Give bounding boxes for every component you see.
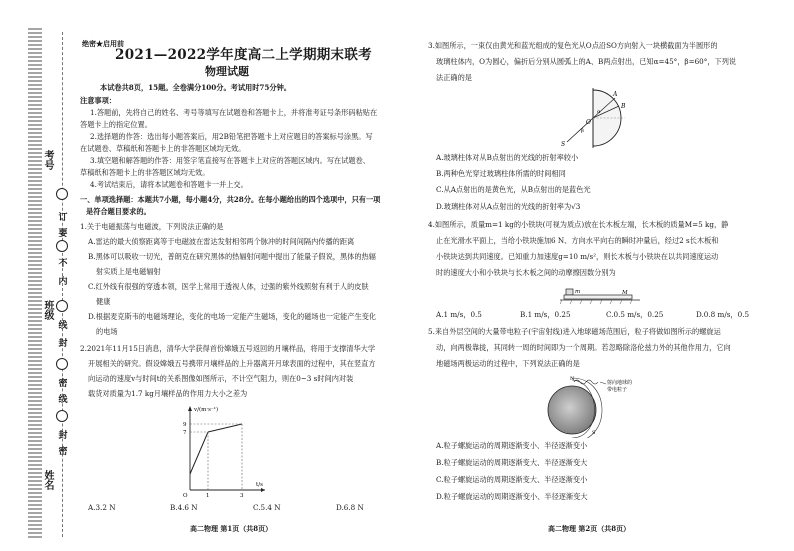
section-heading: 一、单项选择题：本题共7小题，每小题4分，共28分。在每小题给出的四个选项中，只有一项	[80, 195, 381, 204]
label-m: m	[575, 289, 581, 295]
label-alpha: α	[597, 109, 601, 115]
q2-line: 向运动的速度v与时间t的关系图像如图所示，不计空气阻力，则在0~3 s时间内对装	[88, 374, 354, 383]
warning-char: 封	[58, 339, 68, 349]
q3-line: 玻璃柱体内，O为圆心，偏折后分别从圆弧上的A、B两点射出，已知α=45°，β=60°，下列说	[436, 57, 737, 66]
q5-line: 动，向两极靠拢，其同转一周的时间即为一个周期。若忽略除洛伦兹力外的其他作用力，它向	[436, 343, 731, 352]
q2-line: 载货对质量为1.7 kg月壤样品的作用力大小之差为	[88, 389, 248, 398]
q1-line: C.红外线有很强的穿透本领，医学上常用于透视人体，过强的紫外线照射有利于人的皮肤	[88, 282, 369, 291]
warning-char: 线	[58, 321, 68, 331]
note-line: 2.选择题的作答：选出每小题答案后，用2B铅笔把答题卡上对应题目的答案标号涂黑。写	[90, 132, 373, 141]
q4-line: 4.如图所示，质量m=1 kg的小铁块(可视为质点)放在长木板左端，长木板的质量M=5 kg，静	[428, 220, 729, 229]
q4-option-b: B.1 m/s，0.25	[520, 310, 571, 319]
ground-hatch	[570, 300, 572, 304]
q3-option-b: B.两种色光穿过玻璃柱体所需的时间相同	[436, 169, 566, 178]
binding-circle	[56, 188, 68, 200]
ground-hatch	[580, 300, 582, 304]
ground-hatch	[590, 300, 592, 304]
vt-segment-1	[190, 432, 208, 474]
label-s: S	[561, 141, 566, 148]
q3-line: 法正确的是	[436, 73, 472, 82]
q2-line: 开展相关的研究。假设嫦娥五号携带月壤样品的上升器离开月球表面的过程中，其在竖直方	[88, 359, 376, 368]
warning-char: 密	[58, 447, 68, 457]
q5-option-c: C.粒子螺旋运动的周期逐渐变大、半径逐渐变小	[436, 475, 588, 484]
warning-char: 要	[58, 229, 68, 239]
binding-margin	[0, 0, 66, 551]
warning-char: 订	[58, 213, 68, 223]
notes-title: 注意事项：	[80, 96, 116, 105]
q1-stem: 1.关于电磁振荡与电磁波，下列说法正确的是	[80, 222, 224, 231]
q3-option-d: D.玻璃柱体对从A点射出的光线的折射率为√3	[436, 202, 581, 211]
q2-vt-graph	[170, 402, 270, 498]
note-line: 1.答题前，先将自己的姓名、考号等填写在试题卷和答题卡上，并将准考证号条形码粘贴在	[90, 108, 378, 117]
q4-option-d: D.0.8 m/s，0.5	[696, 310, 750, 319]
annot-pointer	[600, 382, 606, 384]
q1-line: A.雷达的最大侦察距离等于电磁波在雷达发射相邻两个脉冲的时间间隔内传播的距离	[88, 237, 355, 246]
xtick-label: 3	[240, 493, 244, 498]
xtick-label: 1	[206, 493, 210, 498]
q3-option-c: C.从A点射出的是黄色光，从B点射出的是蓝色光	[436, 185, 591, 194]
origin-label: O	[183, 493, 188, 498]
label-o: O	[586, 119, 591, 126]
q2-line: 2.2021年11月15日消息，清华大学获得首份嫦娥五号返回的月壤样品，将用于支撑清华大学	[80, 344, 376, 353]
graph-xlabel: t/s	[256, 482, 263, 488]
exam-subtitle: 物理试题	[205, 65, 249, 78]
graph-ylabel: v/(m·s⁻¹)	[194, 407, 219, 413]
label-xingming: 姓名	[42, 470, 53, 490]
q1-line: 健康	[96, 297, 111, 306]
binding-circle	[56, 410, 68, 422]
earth	[548, 386, 596, 434]
label-b: B	[621, 103, 626, 110]
q2-option-d: D.6.8 N	[336, 503, 364, 512]
label-a: A	[613, 91, 618, 98]
binding-circle	[56, 300, 68, 312]
q2-option-c: C.5.4 N	[253, 503, 281, 512]
q3-glass-figure	[555, 86, 635, 150]
warning-char: 内	[58, 277, 68, 287]
note-line: 3.填空题和解答题的作答：用签字笔直接写在答题卡上对应的答题区域内。写在试题卷、	[90, 156, 370, 165]
secret-mark: 绝密★启用前	[82, 39, 124, 48]
q4-option-a: A.1 m/s，0.5	[436, 310, 482, 319]
q3-option-a: A.玻璃柱体对从B点射出的光线的折射率较小	[436, 153, 579, 162]
spiral-path	[574, 380, 598, 384]
q4-line: 止在光滑水平面上，当给小铁块施加6 N、方向水平向右的瞬时冲量后，经过2 s长木板和	[436, 236, 719, 245]
q1-line: 的电场	[96, 327, 118, 336]
q3-line: 3.如图所示，一束仅由黄光和蓝光组成的复色光从O点沿SO方向射入一块横截面为半圆形的	[428, 41, 718, 50]
warning-char: 不	[58, 259, 68, 269]
section-heading-cont: 是符合题目要求的。	[86, 207, 151, 216]
x-arrow-icon	[261, 488, 265, 492]
small-iron-block	[566, 289, 573, 295]
q5-earth-figure	[540, 372, 650, 438]
q5-option-a: A.粒子螺旋运动的周期逐渐变小、半径逐渐变小	[436, 441, 588, 450]
binding-circle	[56, 240, 68, 252]
q1-line: 射实质上是电磁辐射	[96, 267, 161, 276]
note-line: 4.考试结束后，请将本试题卷和答题卡一并上交。	[90, 180, 248, 189]
vt-segment-2	[208, 424, 242, 432]
q5-option-b: B.粒子螺旋运动的周期逐渐变大、半径逐渐变大	[436, 458, 588, 467]
q4-line: 小铁块达到共同速度。已知重力加速度g=10 m/s²，则长木板与小铁块在以共同速度运动	[436, 252, 719, 261]
note-line: 答题卡上的指定位置。	[80, 120, 152, 129]
q4-board-figure	[560, 285, 640, 305]
label-M: M	[622, 290, 628, 296]
q5-line: 5.来自外层空间的大量带电粒子(宇宙射线)进入地球磁场范围后，粒子将做如图所示的螺旋运	[428, 327, 721, 336]
ytick-label: 9	[183, 422, 187, 428]
ground-hatch	[620, 300, 622, 304]
warning-char: 密	[58, 379, 68, 389]
label-beta: β	[581, 128, 584, 134]
y-arrow-icon	[188, 406, 192, 411]
note-line: 在试题卷、草稿纸和答题卡上的非答题区域均无效。	[80, 144, 246, 153]
ground-hatch	[610, 300, 612, 304]
q4-option-c: C.0.5 m/s，0.25	[606, 310, 664, 319]
footer-left: 高二物理 第1页（共8页）	[190, 524, 273, 533]
label-n: N	[570, 376, 575, 382]
note-line: 草稿纸和答题卡上的非答题区域均无效。	[80, 168, 210, 177]
ground-hatch	[560, 300, 562, 304]
warning-char: 线	[58, 395, 68, 405]
footer-right: 高二物理 第2页（共8页）	[548, 524, 631, 533]
q1-line: D.根据麦克斯韦的电磁场理论，变化的电场一定能产生磁场，变化的磁场也一定能产生变化	[88, 312, 377, 321]
annot-line2: 带电粒子	[607, 387, 628, 393]
q2-option-b: B.4.6 N	[170, 503, 198, 512]
q2-option-a: A.3.2 N	[88, 503, 116, 512]
binding-stripe	[28, 28, 42, 538]
q5-line: 地磁场两极运动的过程中，下列说法正确的是	[436, 359, 580, 368]
binding-circle	[56, 358, 68, 370]
q4-line: 时的速度大小和小铁块与长木板之间的动摩擦因数分别为	[436, 268, 616, 277]
ground-hatch	[630, 300, 632, 304]
exam-info: 本试卷共8页，15题。全卷满分100分。考试用时75分钟。	[100, 83, 291, 92]
q1-line: B.黑体可以吸收一切光，普朗克在研究黑体的热辐射问题中提出了能量子假说，黑体的热辐	[88, 252, 376, 261]
label-s: S	[592, 430, 596, 436]
ground-hatch	[600, 300, 602, 304]
q5-option-d: D.粒子螺旋运动的周期逐渐变小、半径逐渐变大	[436, 492, 588, 501]
exam-title: 2021—2022学年度高二上学期期末联考	[115, 47, 372, 63]
ytick-label: 7	[183, 430, 187, 436]
label-kaohao: 考号	[42, 150, 53, 170]
warning-char: 封	[58, 431, 68, 441]
label-banji: 班级	[42, 300, 53, 320]
annot-line1: 射向地球的	[607, 380, 633, 386]
